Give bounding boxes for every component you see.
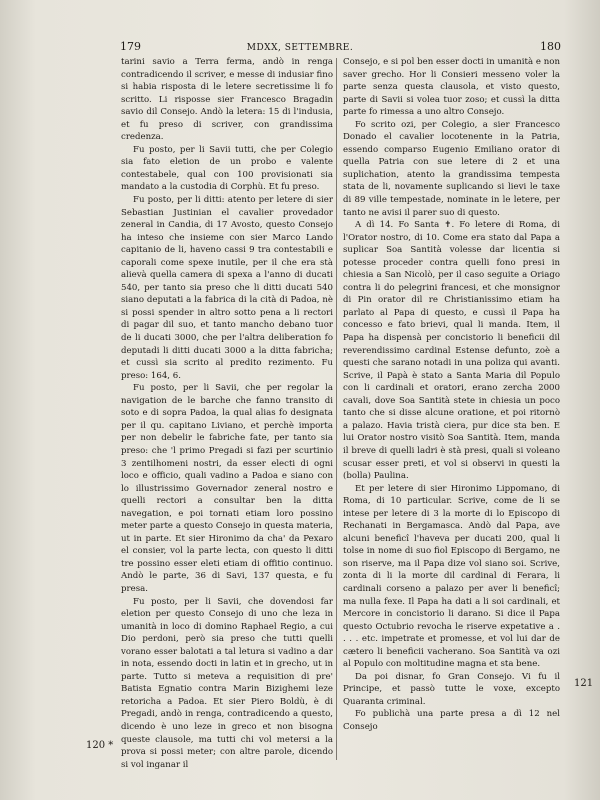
paragraph: A dì 14. Fo Santa ✝. Fo letere di Roma, di l'Orator nostro, di 10. Come era stato dal Papa a suplicar Soa Santità volesse dar licentia si potesse proceder contra quelli fono presi in chiesia a San Nicolò, per il caso seguite a Oriago contra li do pelegrini francesi, et che monsignor di Pin orator dil re Christianissimo etiam ha parlato al Papa di questo, e cussì il Papa ha concesso e fato brievi, qual li manda. Item, il Papa ha dispensà per concistorio li beneficii dil reverendissimo cardinal Estense defunto, zoè a questi che sarano notadi in una poliza qui avanti. Scrive, il Papà è stato a Santa Maria dil Populo con li cardinali et oratori, erano zercha 2000 cavali, dove Soa Santità stete in chiesia un poco tanto che si disse alcune oratione, et poi ritornò a palazo. Havia tristà ciera, pur dice sta ben. E lui Orator nostro visitò Soa Santità. Item, manda il breve di quelli ladri è stà presi, quali si voleano scusar esser preti, et vol si observi in questi la (bolla) Paulina. [343,220,560,482]
page-number-right: 180 [540,40,561,53]
paragraph: Consejo, e si pol ben esser docti in umanità e non saver grecho. Hor li Consieri messeno voler la parte senza questa clausola, et visto questo, parte di Savii si volea tuor zoso; et cussì la ditta parte fo rimessa a uno altro Consejo. [343,57,560,118]
paragraph: Fu posto, per li ditti: atento per letere di sier Sebastian Justinian el cavalier provedador zeneral in Candia, di 17 Avosto, questo Consejo ha inteso che insieme con sier Marco Lando capitanio de li, haveno cassi 9 tra contestabili e caporali come spexe inutile, per il che era stà alievà quella camera di spexa a l'anno di ducati 540, per tanto sia preso che li ditti ducati 540 siano deputati a la fabrica di la cità di Padoa, nè si possi spender in altro sotto pena a li rectori di pagar dil suo, et tanto mancho debano tuor de li ducati 3000, che per l'altra deliberation fo deputadi li ditti ducati 3000 a la ditta fabricha; et cussì sia scrito al predito rezimento. Fu preso: 164, 6. [121,195,333,381]
right-column [343,56,560,734]
paragraph: Fu posto, per li Savii, che dovendosi far eletion per questo Consejo di uno che leza in umanità in loco di domino Raphael Regio, a cui Dio perdoni, però sia preso che tutti quelli vorano esser balotati a tal letura si vadino a dar in nota, essendo docti in latin et in grecho, ut in parte. Tutto si meteva a requisition di pre' Batista Egnatio contra Marin Bizighemi leze retoricha a Padoa. Et sier Piero Boldù, è di Pregadi, andò in renga, contradicendo a questo, dicendo è uno leze in greco et non bisogna queste clausole, ma tutti chi vol metersi a la prova si possi meter; con altre parole, dicendo si vol inganar il [121,596,333,770]
paragraph: Fu posto, per li Savii, che per regolar la navigation de le barche che fanno transito di soto e di sopra Padoa, la qual alias fo designata per il qu. capitano Liviano, et perchè importa per non debelir le fabriche fate, per tanto sia preso: che 'l primo Pregadi si fazi per scurtinio 3 zentilhomeni nostri, da esser electi di ogni loco e officio, quali vadino a Padoa e siano con lo illustrissimo Governador zeneral nostro e quelli rectori a consultar ben la ditta navegation, e poi tornati etiam loro possino meter parte a questo Consejo in questa materia, ut in parte. Et sier Hironimo da cha' da Pexaro el consier, vol la parte lecta, con questo li ditti tre possino esser eleti etiam di offitio continuo. Andò le parte, 36 di Savi, 137 questa, e fu presa. [121,383,333,594]
paragraph: tarini savio a Terra ferma, andò in renga contradicendo il scriver, e messe di indusiar fino si habia risposta di le letere secretissime li fo scritto. Li risposse sier Francesco Bragadin savio dil Consejo. Andò la letera: 15 di l'indusia, et fu preso di scriver, con grandissima credenza. [121,57,333,143]
paragraph: Da poi disnar, fo Gran Consejo. Vi fu il Principe, et passò tutte le voxe, excepto Quaranta criminal. [343,671,560,707]
paragraph: Fo scrito ozi, per Colegio, a sier Francesco Donado el cavalier locotenente in la Patria, essendo comparso Eugenio Emiliano orator di quella Patria con sue letere di 2 et una suplichation, atento la grandissima tempesta stata de li, novamente suplicando si lievi le taxe di 89 ville tempestade, nominate in le letere, per tanto ne avisi il parer suo di questo. [343,119,560,218]
margin-note-left: 120 * [86,740,114,751]
column-divider [336,58,337,760]
paragraph: Fu posto, per li Savii tutti, che per Colegio sia fato eletion de un probo e valente contestabele, qual con 100 provisionati sia mandato a la custodia di Corphù. Et fu preso. [121,144,333,193]
left-column [121,56,333,771]
paragraph: Fo publichà una parte presa a dì 12 nel Consejo [343,709,560,732]
running-title: MDXX, SETTEMBRE. [246,43,354,53]
page-number-left: 179 [120,40,141,53]
paragraph: Et per letere di sier Hironimo Lippomano, di Roma, di 10 particular. Scrive, come de li se intese per letere di 3 la morte di lo Episcopo di Rechanati in Bergamasca. Andò dal Papa, ave alcuni beneficî l'haveva per ducati 200, qual li tolse in nome di suo fiol Episcopo di Bergamo, ne son riserve, ma il Papa dize vol siano soi. Scrive, zonta di li la morte dil cardinal di Ferara, li cardinali corseno a palazo per aver li beneficî; ma nulla fexe. Il Papa ha dati a li soi cardinali, et Mercore in concistorio li darano. Si dice il Papa questo Octubrio revocha le riserve expetative a . . . . etc. impetrate et promesse, et vol lui dar de cætero li beneficii vacherano. Soa Santità va ozi al Populo con moltitudine magna et sta bene. [343,483,560,670]
margin-note-right: 121 [574,678,594,689]
